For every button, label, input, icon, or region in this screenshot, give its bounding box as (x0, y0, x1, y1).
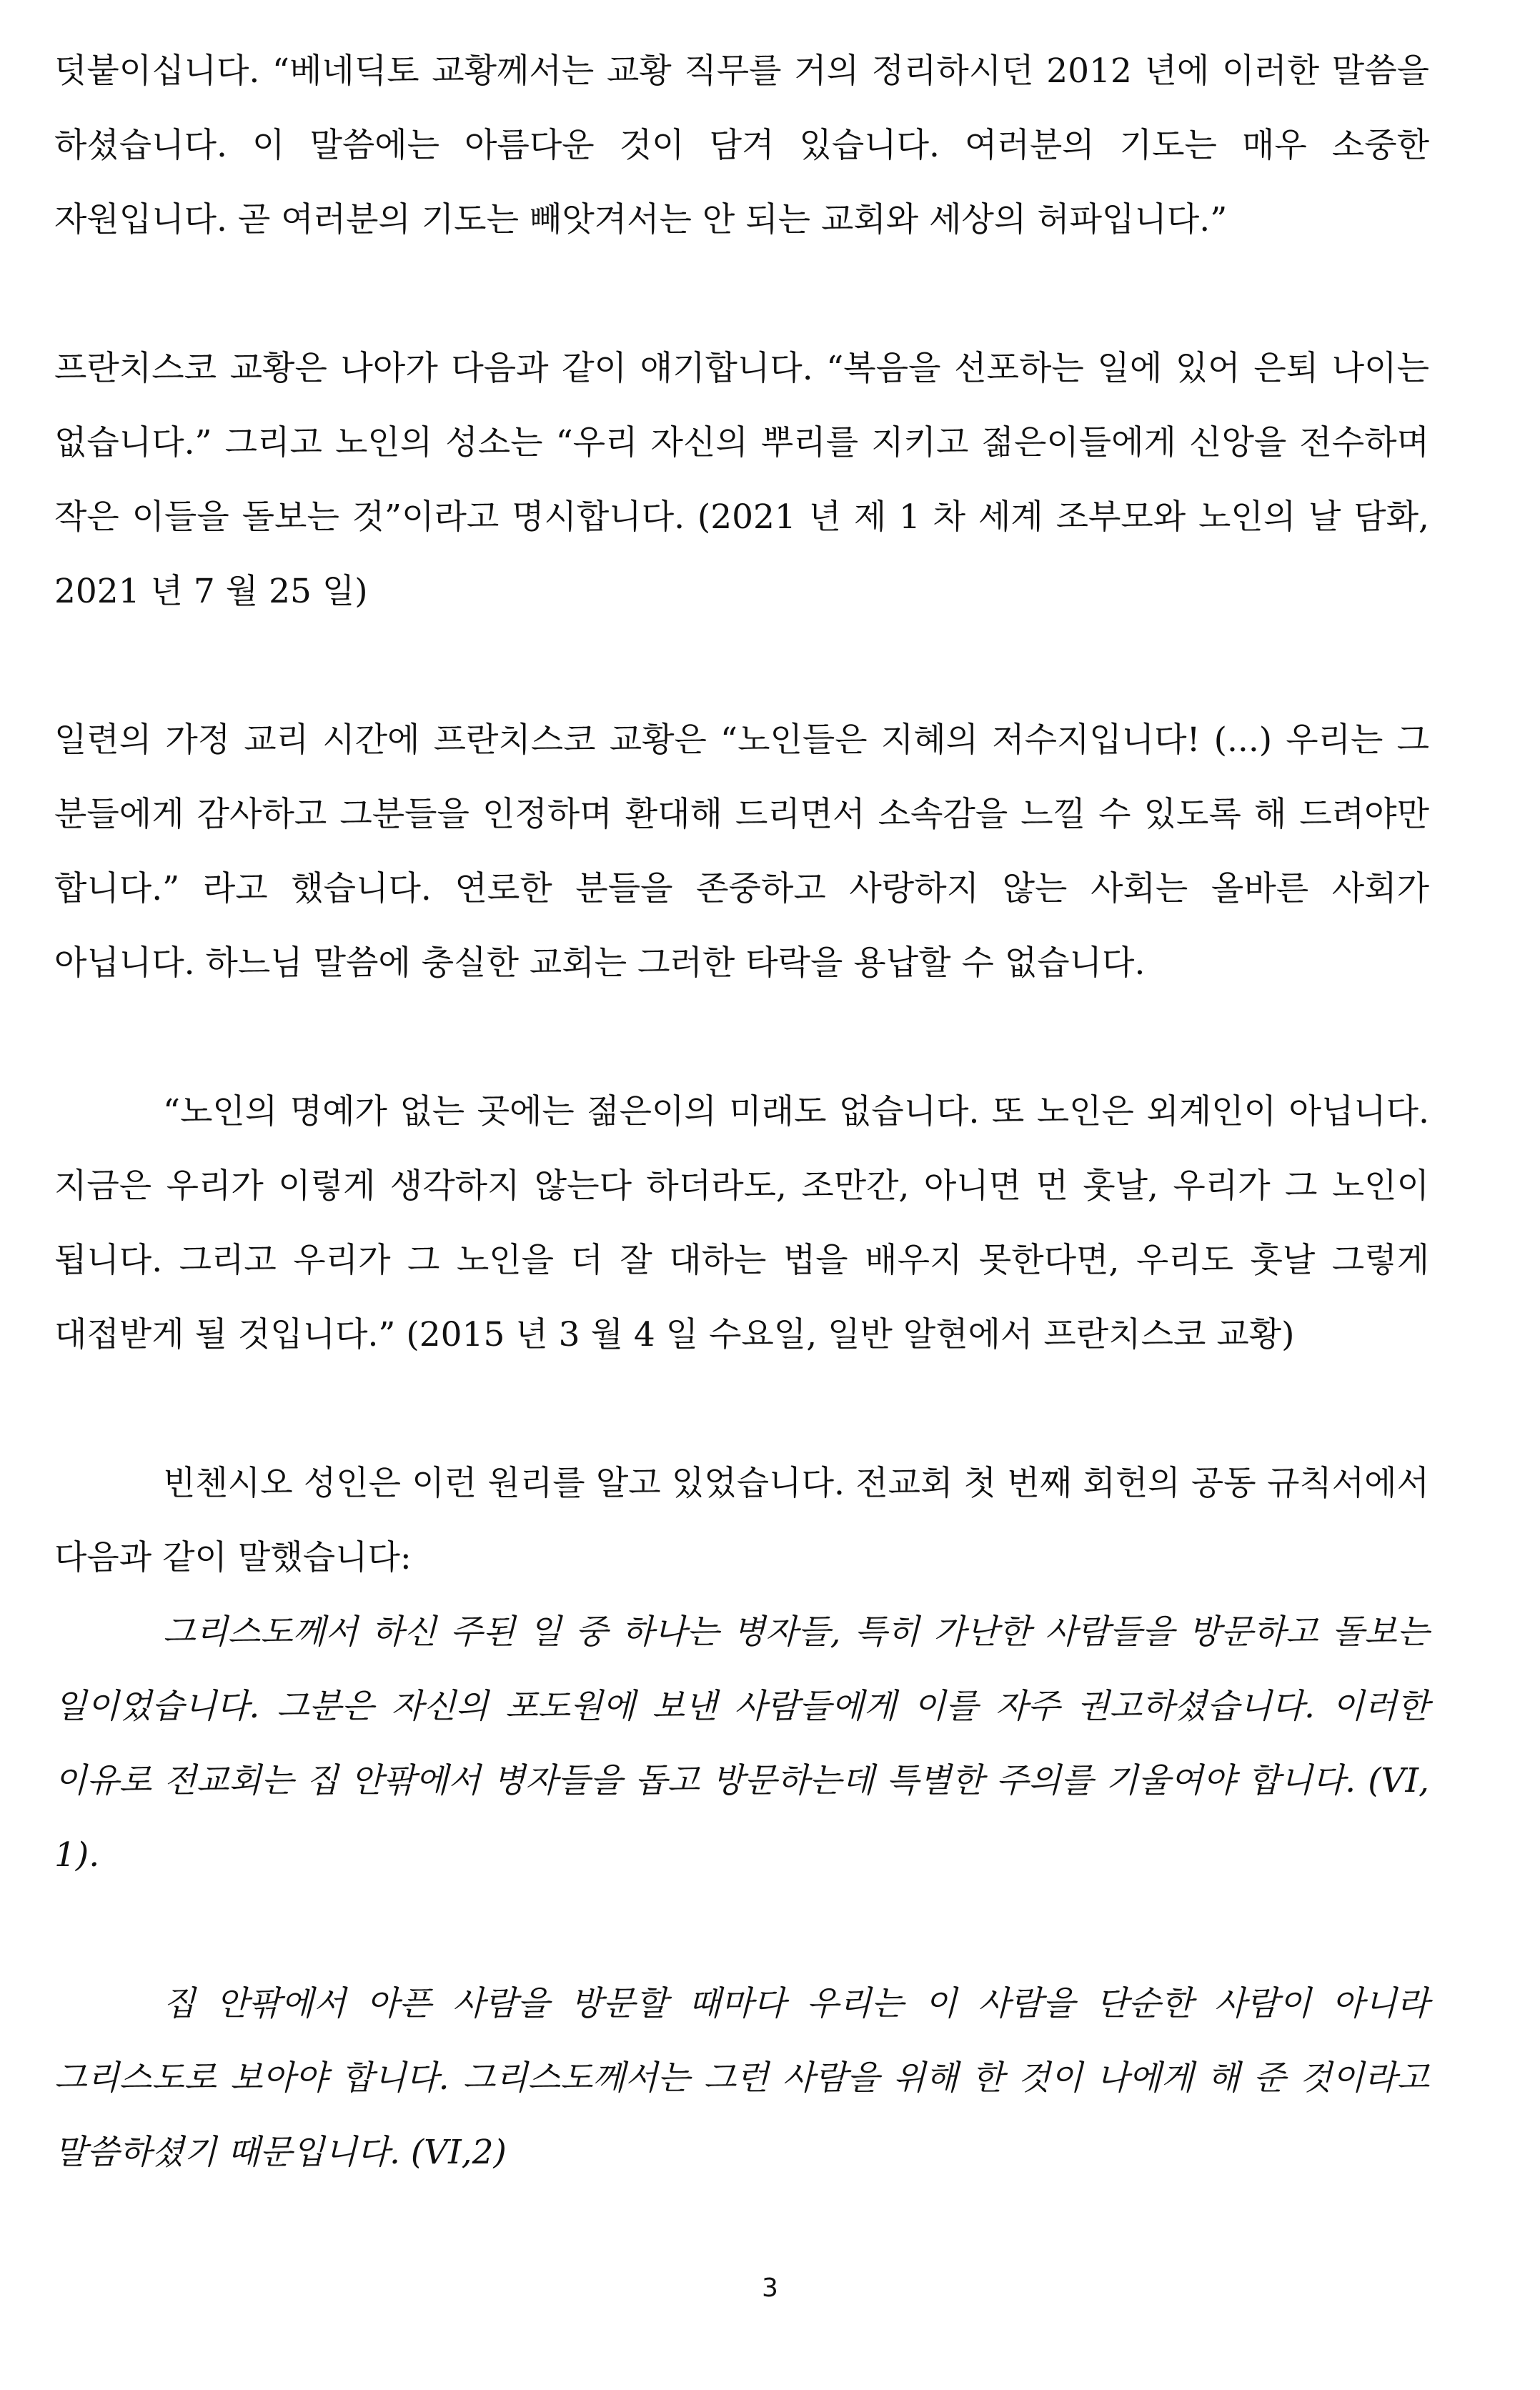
paragraph-saint-vincent: 빈첸시오 성인은 이런 원리를 알고 있었습니다. 전교회 첫 번째 회헌의 공동 규칙서에서 다음과 같이 말했습니다: (54, 1464, 1429, 1577)
paragraph-no-retirement: 프란치스코 교황은 나아가 다음과 같이 얘기합니다. “복음을 선포하는 일에 있어 은퇴 나이는 없습니다.” 그리고 노인의 성소는 “우리 자신의 뿌리를 지키고 젊은이들에게 신앙을 전수하며 작은 이들을 돌보는 것”이라고 명시합니다. (2021 년 제 1 차 세계 조부모와 노인의 날 담화, 2021 년 7 월 25 일) (54, 349, 1429, 611)
paragraph-elders-wisdom: 일련의 가정 교리 시간에 프란치스코 교황은 “노인들은 지혜의 저수지입니다! (...) 우리는 그 분들에게 감사하고 그분들을 인정하며 환대해 드리면서 소속감을 느낄 수 있도록 해 드려야만 합니다.” 라고 했습니다. 연로한 분들을 존중하고 사랑하지 않는 사회는 올바른 사회가 아닙니다. 하느님 말씀에 충실한 교회는 그러한 타락을 용납할 수 없습니다. (54, 720, 1429, 983)
quote-see-christ: 집 안팎에서 아픈 사람을 방문할 때마다 우리는 이 사람을 단순한 사람이 아니라 그리스도로 보아야 합니다. 그리스도께서는 그런 사람을 위해 한 것이 나에게 해 준 것이라고 말씀하셨기 때문입니다. (VI,2) (54, 1984, 1429, 2172)
page-number: 3 (762, 2274, 778, 2303)
paragraph-honor-elders: “노인의 명예가 없는 곳에는 젊은이의 미래도 없습니다. 또 노인은 외계인이 아닙니다. 지금은 우리가 이렇게 생각하지 않는다 하더라도, 조만간, 아니면 먼 훗날, 우리가 그 노인이 됩니다. 그리고 우리가 그 노인을 더 잘 대하는 법을 배우지 못한다면, 우리도 훗날 그렇게 대접받게 될 것입니다.” (2015 년 3 월 4 일 수요일, 일반 알현에서 프란치스코 교황) (54, 1092, 1429, 1354)
paragraph-benedict-quote: 덧붙이십니다. “베네딕토 교황께서는 교황 직무를 거의 정리하시던 2012 년에 이러한 말씀을 하셨습니다. 이 말씀에는 아름다운 것이 담겨 있습니다. 여러분의 기도는 매우 소중한 자원입니다. 곧 여러분의 기도는 빼앗겨서는 안 되는 교회와 세상의 허파입니다.” (54, 51, 1429, 239)
quote-visiting-sick: 그리스도께서 하신 주된 일 중 하나는 병자들, 특히 가난한 사람들을 방문하고 돌보는 일이었습니다. 그분은 자신의 포도원에 보낸 사람들에게 이를 자주 권고하셨습니다. 이러한 이유로 전교회는 집 안팎에서 병자들을 돕고 방문하는데 특별한 주의를 기울여야 합니다. (VI, 1). (54, 1612, 1429, 1875)
